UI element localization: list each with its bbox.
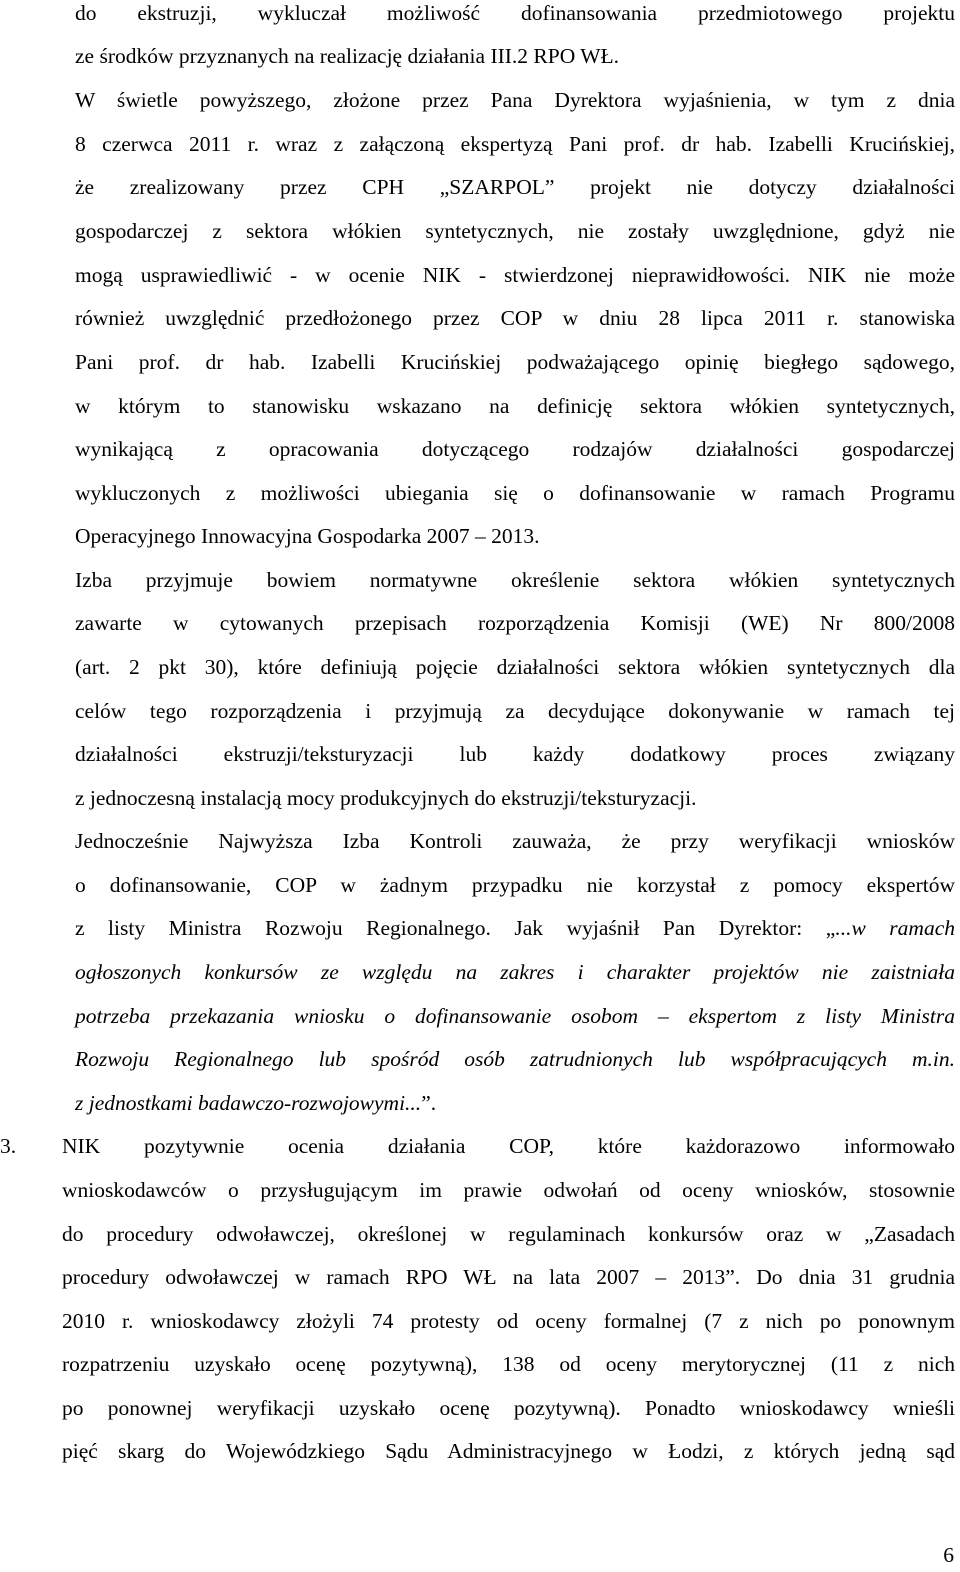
quote-span: ogłoszonych konkursów ze względu na zakres i charakter projektów nie zaistniała <box>75 960 955 984</box>
text-line: Jednocześnie Najwyższa Izba Kontroli zauważa, że przy weryfikacji wniosków <box>75 829 955 853</box>
page-number: 6 <box>943 1543 954 1567</box>
text-line: rozpatrzeniu uzyskało ocenę pozytywną), 138 od oceny merytorycznej (11 z nich <box>62 1352 955 1376</box>
text-line-with-quote-start <box>75 913 955 943</box>
text-line: również uwzględnić przedłożonego przez COP w dniu 28 lipca 2011 r. stanowiska <box>75 306 955 330</box>
text-line: celów tego rozporządzenia i przyjmują za decydujące dokonywanie w ramach tej <box>75 699 955 723</box>
text-line: ze środków przyznanych na realizację działania III.2 RPO WŁ. <box>75 44 620 68</box>
quote-span: z jednostkami badawczo-rozwojowymi... <box>75 1091 422 1115</box>
text-line: działalności ekstruzji/teksturyzacji lub każdy dodatkowy proces związany <box>75 742 955 766</box>
text-line: wnioskodawców o przysługującym im prawie odwołań od oceny wniosków, stosownie <box>62 1178 955 1202</box>
text-line: Izba przyjmuje bowiem normatywne określenie sektora włókien syntetycznych <box>75 568 955 592</box>
text-line: gospodarczej z sektora włókien syntetycznych, nie zostały uwzględnione, gdyż nie <box>75 219 955 243</box>
quote-line <box>75 1001 955 1031</box>
text-line: zawarte w cytowanych przepisach rozporządzenia Komisji (WE) Nr 800/2008 <box>75 611 955 635</box>
quote-span: Rozwoju Regionalnego lub spośród osób zatrudnionych lub współpracujących m.in. <box>75 1047 955 1071</box>
text-line: pięć skarg do Wojewódzkiego Sądu Administracyjnego w Łodzi, z których jedną sąd <box>62 1439 955 1463</box>
text-line: procedury odwoławczej w ramach RPO WŁ na lata 2007 – 2013”. Do dnia 31 grudnia <box>62 1265 955 1289</box>
quote-line <box>75 957 955 987</box>
text-line: (art. 2 pkt 30), które definiują pojęcie działalności sektora włókien syntetycznych dla <box>75 655 955 679</box>
list-number: 3. <box>0 1134 17 1158</box>
text-line: że zrealizowany przez CPH „SZARPOL” projekt nie dotyczy działalności <box>75 175 955 199</box>
text-line: Operacyjnego Innowacyjna Gospodarka 2007 – 2013. <box>75 524 540 548</box>
text-line: do ekstruzji, wykluczał możliwość dofinansowania przedmiotowego projektu <box>75 1 955 25</box>
text-line: NIK pozytywnie ocenia działania COP, które każdorazowo informowało <box>62 1134 955 1158</box>
quote-line-end <box>75 1088 955 1118</box>
text-line: 8 czerwca 2011 r. wraz z załączoną ekspertyzą Pani prof. dr hab. Izabelli Krucińskiej, <box>75 132 955 156</box>
text-span: z listy Ministra Rozwoju Regionalnego. Jak wyjaśnił Pan Dyrektor: „ <box>75 916 836 940</box>
quote-span: potrzeba przekazania wniosku o dofinansowanie osobom – ekspertom z listy Ministra <box>75 1004 955 1028</box>
quote-span: ...w ramach <box>835 916 955 940</box>
text-line: Pani prof. dr hab. Izabelli Krucińskiej podważającego opinię biegłego sądowego, <box>75 350 955 374</box>
text-line: wynikającą z opracowania dotyczącego rodzajów działalności gospodarczej <box>75 437 955 461</box>
quote-line <box>75 1044 955 1074</box>
text-line: mogą usprawiedliwić - w ocenie NIK - stwierdzonej nieprawidłowości. NIK nie może <box>75 263 955 287</box>
text-line: W świetle powyższego, złożone przez Pana Dyrektora wyjaśnienia, w tym z dnia <box>75 88 955 112</box>
text-line: do procedury odwoławczej, określonej w regulaminach konkursów oraz w „Zasadach <box>62 1222 955 1246</box>
text-line: wykluczonych z możliwości ubiegania się o dofinansowanie w ramach Programu <box>75 481 955 505</box>
text-line: z jednoczesną instalacją mocy produkcyjnych do ekstruzji/teksturyzacji. <box>75 786 697 810</box>
text-line: 2010 r. wnioskodawcy złożyli 74 protesty od oceny formalnej (7 z nich po ponownym <box>62 1309 955 1333</box>
text-line: o dofinansowanie, COP w żadnym przypadku nie korzystał z pomocy ekspertów <box>75 873 955 897</box>
text-line: po ponownej weryfikacji uzyskało ocenę pozytywną). Ponadto wnioskodawcy wnieśli <box>62 1396 955 1420</box>
text-span: ”. <box>421 1091 437 1115</box>
text-line: w którym to stanowisku wskazano na definicję sektora włókien syntetycznych, <box>75 394 955 418</box>
